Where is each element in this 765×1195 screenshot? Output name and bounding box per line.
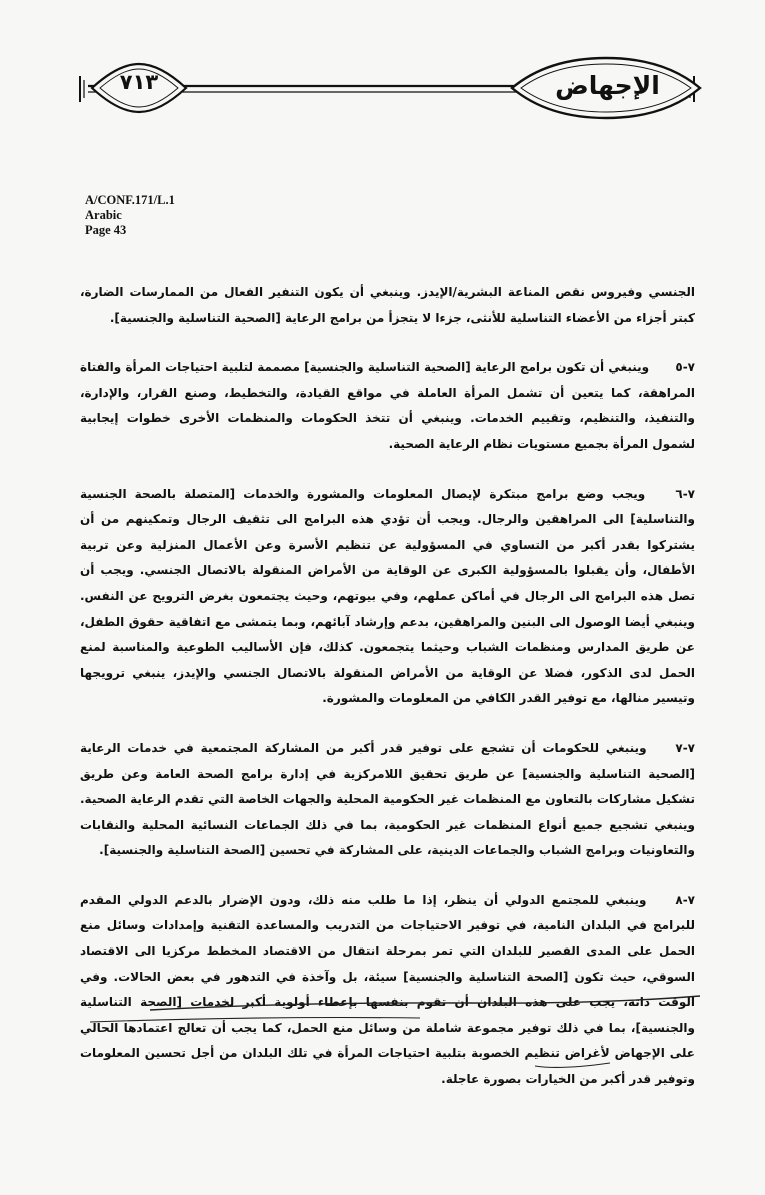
paragraph-text: وينبغي للمجتمع الدولي أن ينظر، إذا ما طلب منه ذلك، ودون الإضرار بالدعم الدولي المقدم للبرامج في البلدان النامية، في توفير الاحتياجات من التدريب والمساعدة التقنية وإمدادات وسائل منع الحمل على المدى القصير للبلدان التي تمر بمرحلة انتقال من الاقتصاد المخطط مركزيا الى الاقتصاد السوقي، حيث تكون [الصحة التناسلية والجنسية] سيئة، بل وآخذة في التدهور في بعض الحالات. وفي الوقت ذاته، يجب على هذه البلدان أن تقوم بنفسها بإعطاء أولوية أكبر لخدمات [الصحة التناسلية والجنسية]، بما في ذلك توفير مجموعة شاملة من وسائل منع الحمل، كما يجب أن تعالج اعتمادها الحالي على الإجهاض لأغراض تنظيم الخصوبة بتلبية احتياجات المرأة في تلك البلدان من أجل تحسين المعلومات وتوفير قدر أكبر من الخيارات بصورة عاجلة. <box>80 892 695 1087</box>
body-text <box>80 280 695 1093</box>
paragraph-text: وينبغي للحكومات أن تشجع على توفير قدر أكبر من المشاركة المجتمعية في خدمات الرعاية [الصحية التناسلية والجنسية] عن طريق تحقيق اللامركزية في إدارة برامج الصحة العامة وعن طريق تشكيل مشاركات بالتعاون مع المنظمات غير الحكومية المحلية والجهات الخاصة التي تقدم الرعاية الصحية. وينبغي تشجيع جميع أنواع المنظمات غير الحكومية، بما في ذلك الجماعات النسائية المحلية والنقابات والتعاونيات وبرامج الشباب والجماعات الدينية، على المشاركة في تحسين [الصحة التناسلية والجنسية]. <box>80 740 695 858</box>
paragraph-7-5 <box>80 355 695 457</box>
page-header <box>0 0 765 140</box>
paragraph-number: ٧-٧ <box>675 740 695 755</box>
document-language: Arabic <box>85 208 122 222</box>
paragraph-7-8 <box>80 888 695 1093</box>
paragraph-number: ٧-٦ <box>675 486 695 501</box>
paragraph-number: ٧-٥ <box>675 360 695 375</box>
paragraph-number: ٧-٨ <box>675 892 695 907</box>
paragraph-continued <box>80 280 695 331</box>
paragraph-7-7 <box>80 736 695 864</box>
chapter-title: الإجهاض <box>555 71 660 100</box>
paragraph-text: ويجب وضع برامج مبتكرة لإيصال المعلومات والمشورة والخدمات [المتصلة بالصحة الجنسية والتناسلية] الى المراهقين والرجال. ويجب أن تؤدي هذه البرامج الى تثقيف الرجال وتمكينهم من أن يشتركوا بقدر أكبر من التساوي في المسؤولية عن تنظيم الأسرة وعن الأعمال المنزلية وعن تربية الأطفال، وأن يقبلوا بالمسؤولية الكبرى عن الوقاية من الأمراض المنقولة بالاتصال الجنسي. ويجب أن تصل هذه البرامج الى الرجال في أماكن عملهم، وفي بيوتهم، وحيث يجتمعون بغرض الترويح عن النفس. وينبغي أيضا الوصول الى البنين والمراهقين، بدعم وإرشاد آبائهم، وبما يتمشى مع اتفاقية حقوق الطفل، عن طريق المدارس ومنظمات الشباب وحيثما يتجمعون. كذلك، فإن الأساليب الطوعية والمناسبة لمنع الحمل لدى الذكور، فضلا عن الوقاية من الأمراض المنقولة بالاتصال الجنسي والإيدز، ينبغي ترويجها وتيسير منالها، مع توفير القدر الكافي من المعلومات والمشورة. <box>80 486 695 706</box>
document-symbol: A/CONF.171/L.1 <box>85 193 175 207</box>
page-number: ٧١٣ <box>119 70 159 94</box>
document-page: Page 43 <box>85 223 127 237</box>
document-reference <box>85 193 175 238</box>
paragraph-7-6 <box>80 482 695 712</box>
paragraph-text: وينبغي أن تكون برامج الرعاية [الصحية التناسلية والجنسية] مصممة لتلبية احتياجات المرأة والفتاة المراهقة، كما يتعين أن تشمل المرأة العاملة في مواقع القيادة، والتخطيط، وصنع القرار، والإدارة، والتنفيذ، والتنظيم، وتقييم الخدمات. وينبغي أن تتخذ الحكومات والمنظمات الأخرى خطوات إيجابية لشمول المرأة بجميع مستويات نظام الرعاية الصحية. <box>80 360 695 451</box>
paragraph-text: الجنسي وفيروس نقص المناعة البشرية/الإيدز. وينبغي أن يكون التنفير الفعال من الممارسات الضارة، كبتر أجزاء من الأعضاء التناسلية للأنثى، جزءا لا يتجزأ من برامج الرعاية [الصحية التناسلية والجنسية]. <box>80 285 695 325</box>
